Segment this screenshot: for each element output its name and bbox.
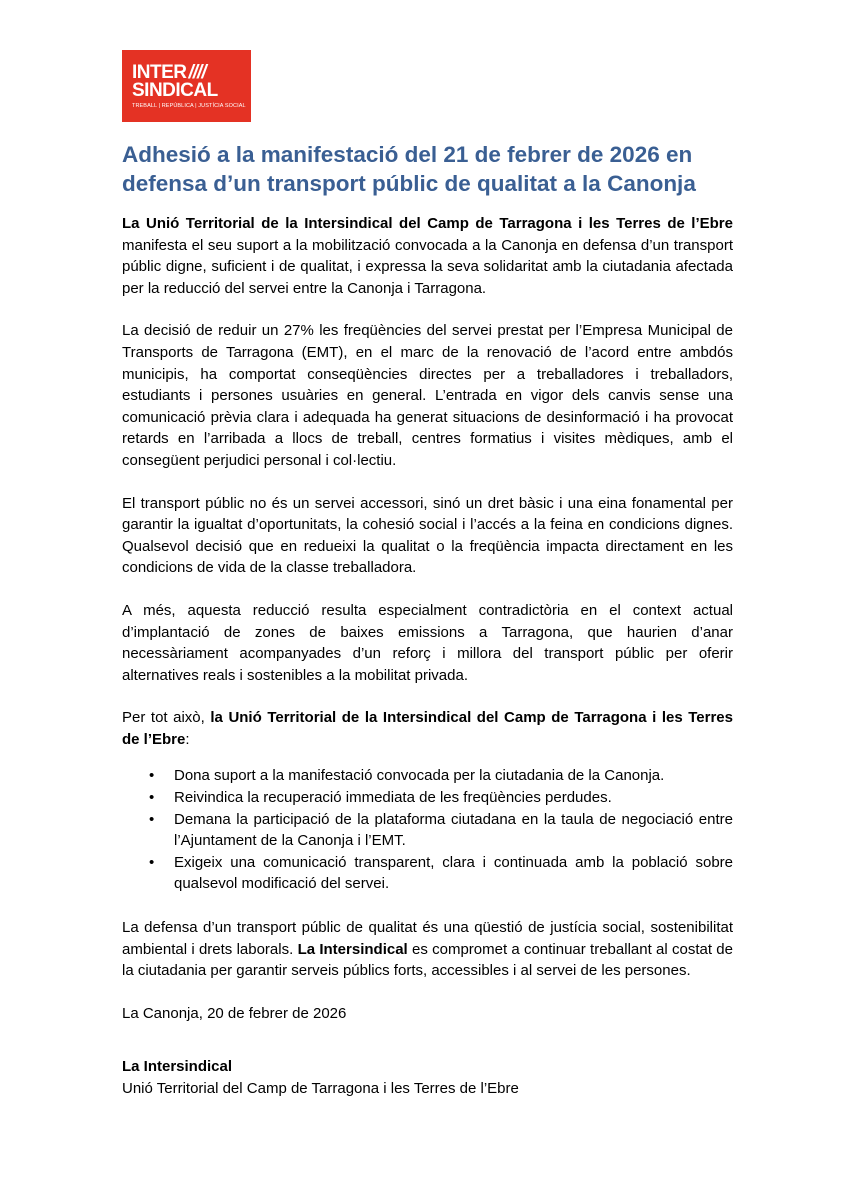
paragraph-intro: [122, 213, 733, 299]
signature-block: [122, 1056, 733, 1099]
list-item: • Demana la participació de la plataforma ciutadana en la taula de negociació entre l’Ajuntament de la Canonja i l’EMT.: [174, 809, 733, 852]
list-item: • Exigeix una comunicació transparent, clara i continuada amb la població sobre qualsevol modificació del servei.: [174, 852, 733, 895]
signature-name: La Intersindical: [122, 1058, 233, 1076]
paragraph-reduction: La decisió de reduir un 27% les freqüències del servei prestat per l’Empresa Municipal de Transports de Tarragona (EMT), en el marc de la renovació de l’acord entre ambdós municipis, ha comportat conseqüències directes per a treballadores i treballadors, estudiants i persones usuàries en general. L’entrada en vigor dels canvis sense una comunicació prèvia clara i adequada ha generat situacions de desinformació i ha provocat retards en l’arribada a llocs de treball, centres formatius i visites mèdiques, amb el consegüent perjudici personal i col·lectiu.: [122, 322, 733, 469]
list-item: • Dona suport a la manifestació convocada per la ciutadania de la Canonja.: [174, 765, 733, 787]
therefore-text: Per tot això,: [122, 709, 211, 727]
intersindical-logo: [122, 50, 251, 122]
closing-text-1: La defensa d’un transport públic de qualitat és una qüestió de justícia social, sostenibilitat ambiental i drets laborals.: [122, 919, 733, 958]
logo-tagline: TREBALL | REPÚBLICA | JUSTÍCIA SOCIAL: [132, 103, 246, 109]
paragraph-public-transport: El transport públic no és un servei accessori, sinó un dret bàsic i una eina fonamental per garantir la igualtat d’oportunitats, la cohesió social i l’accés a la feina en condicions dignes. Qualsevol decisió que en redueixi la qualitat o la freqüència impacta directament en les condicions de vida de la classe treballadora.: [122, 494, 733, 577]
paragraph-therefore: [122, 707, 733, 750]
demands-list: [122, 765, 733, 895]
therefore-bold: la Unió Territorial de la Intersindical del Camp de Tarragona i les Terres de l’Ebre: [122, 709, 733, 748]
closing-bold: La Intersindical: [297, 940, 408, 958]
closing-text-2: es compromet a continuar treballant al costat de la ciutadania per garantir serveis públics forts, accessibles i al servei de les persones.: [122, 940, 733, 980]
paragraph-low-emissions: A més, aquesta reducció resulta especialment contradictòria en el context actual d’implantació de zones de baixes emissions a Tarragona, que haurien d’anar necessàriament acompanyades d’un reforç i millora del transport públic per oferir alternatives reals i sostenibles a la mobilitat privada.: [122, 601, 733, 684]
paragraph-closing: [122, 917, 733, 982]
document-title: Adhesió a la manifestació del 21 de febrer de 2026 en defensa d’un transport públic de qualitat a la Canonja: [122, 142, 696, 196]
signature-unit: Unió Territorial del Camp de Tarragona i les Terres de l’Ebre: [122, 1080, 519, 1097]
document-date: La Canonja, 20 de febrer de 2026: [122, 1004, 347, 1022]
logo-word-inter: INTER: [132, 62, 187, 83]
logo-slashes: ////: [188, 62, 206, 83]
document-body: [122, 213, 733, 1100]
list-item: • Reivindica la recuperació immediata de les freqüències perdudes.: [174, 787, 733, 809]
intro-bold: La Unió Territorial de la Intersindical del Camp de Tarragona i les Terres de l’Ebre: [122, 215, 733, 232]
logo-word-sindical: SINDICAL: [132, 80, 218, 101]
therefore-colon: :: [185, 730, 190, 748]
intro-text: manifesta el seu suport a la mobilització convocada a la Canonja en defensa d’un transport públic digne, suficient i de qualitat, i expressa la seva solidaritat amb la ciutadania afectada per la reducció del servei entre la Canonja i Tarragona.: [122, 236, 733, 297]
